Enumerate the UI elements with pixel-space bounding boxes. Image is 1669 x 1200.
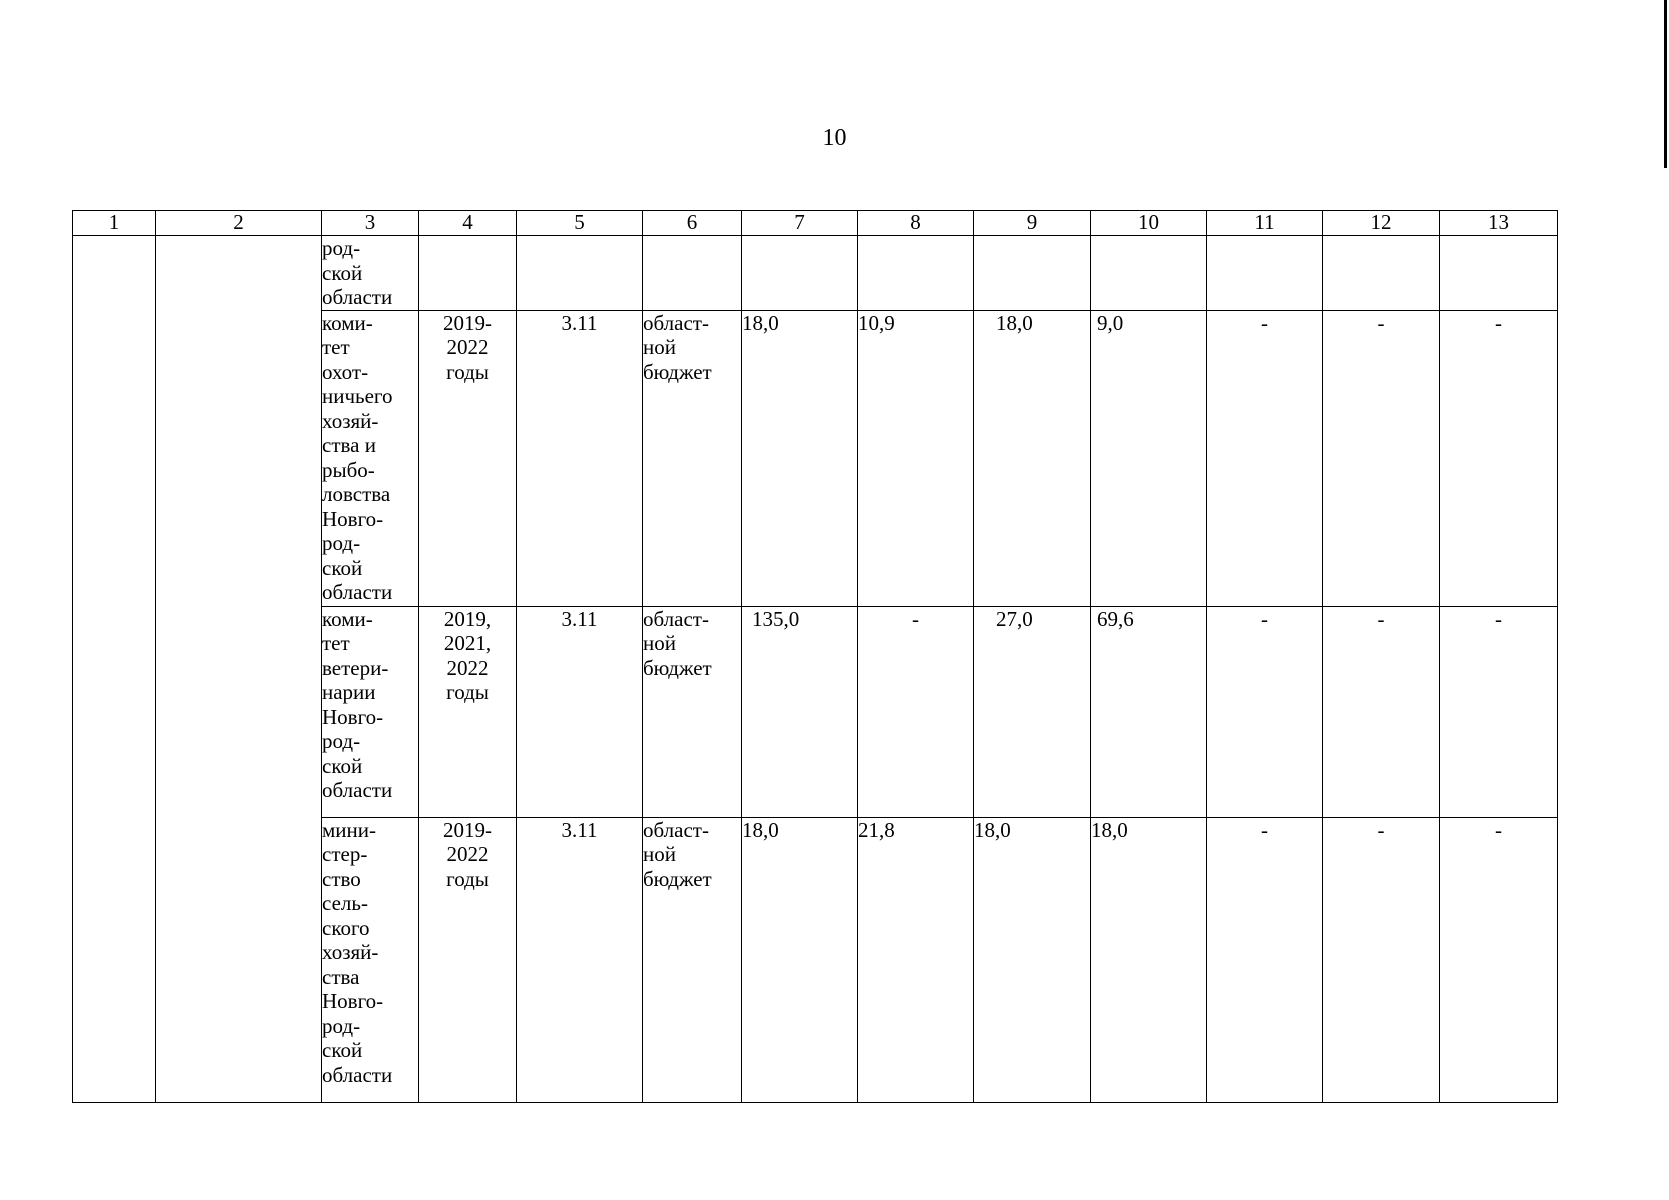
indicator-cell [517,236,643,311]
value-col10: 9,0 [1091,310,1207,606]
value-col8: 21,8 [858,817,974,1102]
value-col13 [1440,236,1558,311]
scan-edge-line [1664,0,1667,168]
value-col10 [1091,236,1207,311]
page-number: 10 [822,125,847,151]
value-col9 [974,236,1091,311]
executor-cell: коми- тет ветери- нарии Новго- род- ской области [322,606,419,817]
value-col7 [742,236,858,311]
period-cell: 2019- 2022 годы [419,310,517,606]
period-cell [419,236,517,311]
value-col10: 18,0 [1091,817,1207,1102]
value-col8: - [858,606,974,817]
value-col8: 10,9 [858,310,974,606]
executor-cell: коми- тет охот- ничьего хозяй- ства и рыбо- ловства Новго- род- ской области [322,310,419,606]
column-number-4: 4 [419,211,517,236]
value-col11: - [1207,817,1323,1102]
value-col7: 135,0 [742,606,858,817]
column-number-row [73,211,1558,236]
column-number-12: 12 [1323,211,1440,236]
column-number-6: 6 [643,211,742,236]
value-col9: 18,0 [974,310,1091,606]
column-number-10: 10 [1091,211,1207,236]
value-col9: 27,0 [974,606,1091,817]
column-number-13: 13 [1440,211,1558,236]
indicator-cell: 3.11 [517,817,643,1102]
value-col7: 18,0 [742,310,858,606]
value-col11 [1207,236,1323,311]
budget-table [72,210,1558,1103]
source-cell: област- ной бюджет [643,310,742,606]
value-col10: 69,6 [1091,606,1207,817]
column-number-8: 8 [858,211,974,236]
cell-col1 [73,236,156,1103]
value-col11: - [1207,310,1323,606]
value-col8 [858,236,974,311]
cell-col2 [156,236,322,1103]
period-cell: 2019- 2022 годы [419,817,517,1102]
column-number-11: 11 [1207,211,1323,236]
value-col13: - [1440,817,1558,1102]
value-col9: 18,0 [974,817,1091,1102]
period-cell: 2019, 2021, 2022 годы [419,606,517,817]
column-number-5: 5 [517,211,643,236]
executor-cell: род- ской области [322,236,419,311]
column-number-7: 7 [742,211,858,236]
source-cell: област- ной бюджет [643,817,742,1102]
column-number-3: 3 [322,211,419,236]
executor-cell: мини- стер- ство сель- ского хозяй- ства Новго- род- ской области [322,817,419,1102]
value-col12 [1323,236,1440,311]
value-col12: - [1323,817,1440,1102]
indicator-cell: 3.11 [517,606,643,817]
source-cell: област- ной бюджет [643,606,742,817]
source-cell [643,236,742,311]
column-number-2: 2 [156,211,322,236]
value-col7: 18,0 [742,817,858,1102]
column-number-9: 9 [974,211,1091,236]
table-row [73,236,1558,311]
value-col11: - [1207,606,1323,817]
value-col12: - [1323,606,1440,817]
value-col13: - [1440,310,1558,606]
indicator-cell: 3.11 [517,310,643,606]
value-col13: - [1440,606,1558,817]
column-number-1: 1 [73,211,156,236]
value-col12: - [1323,310,1440,606]
